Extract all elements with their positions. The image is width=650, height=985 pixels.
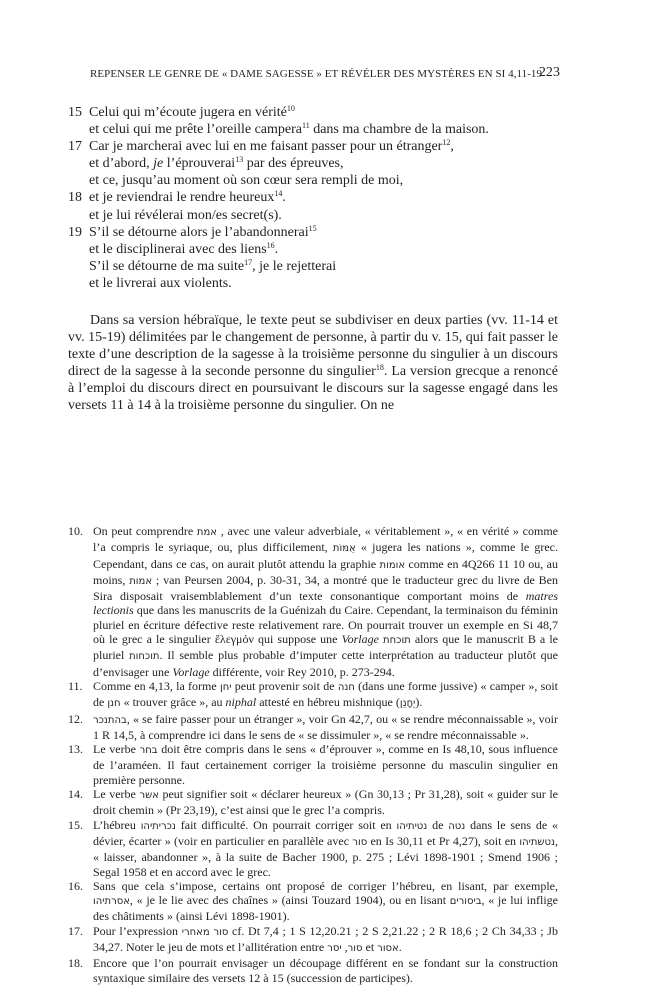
poem-line-text: et je lui révélerai mon/es secret(s).	[89, 207, 282, 223]
poem-line-text: Car je marcherai avec lui en me faisant passer pour un étranger$^{12}$,	[89, 138, 454, 155]
footnote-10: 10. On peut comprendre אמת , avec une valeur adverbiale, « véritablement », « en vérité » comme l’a compris le syriaque, ou, plus difficilement, אֻמּוֹת « jugera les nations », comme le grec. Cependant, dans ce cas, on aurait plutôt attendu la graphie אומות comme en 4Q266 11 10 ou, au moins, אמות ; van Peursen 2004, p. 30-31, 34, a montré que le traducteur grec du livre de Ben Sira disposait vraisemblablement d’un texte consonantique comportant moins de matres lectionis que dans les manuscrits de la Guénizah du Caire. Cependant, la terminaison du féminin pluriel en écriture défective reste relativement rare. On pourrait trouver un exemple en Si 48,7 où le grec a le singulier ἔλεγμόν qui suppose une Vorlage תוכחת alors que le manuscrit B a le pluriel תוכחות. Il semble plus probable d’imputer cette interprétation au traducteur plutôt que d’envisager une Vorlage différente, voir Rey 2010, p. 273-294.	[68, 524, 559, 679]
running-header	[90, 65, 560, 80]
footnote-ref[interactable]: 10	[286, 104, 295, 113]
footnote-13: 13. Le verbe בחר doit être compris dans le sens « d’éprouver », comme en Is 48,10, sous influence de l’araméen. Il faut certainement corriger la troisième personne du masculin singulier en première personne.	[68, 742, 558, 787]
footnote-ref[interactable]: 18	[375, 363, 384, 373]
footnote-number: 11.	[68, 678, 83, 693]
poem-line-text: et ce, jusqu’au moment où son cœur sera rempli de moi,	[89, 173, 404, 189]
footnote-18: 18. Encore que l’on pourrait envisager un découpage différent en se fondant sur la construction syntaxique similaire des versets 12 à 15 (succession de participes).	[68, 956, 558, 985]
poem-line	[68, 224, 568, 241]
poem-block	[68, 104, 568, 292]
footnote-ref[interactable]: 15	[308, 223, 317, 233]
footnote-ref[interactable]: 16	[266, 240, 275, 250]
footnote-ref[interactable]: 17	[244, 257, 253, 267]
footnote-number: 14.	[68, 787, 83, 802]
poem-line-text: S’il se détourne alors je l’abandonnerai$^{15}$	[89, 223, 317, 240]
footnote-15: 15. L’hébreu נכריתיהו fait difficulté. On pourrait corriger soit en נטיתיהו de נטה dans le sens de « dévier, écarter » (voir en particulier en parallèle avec סור en Is 30,11 et Pr 4,27), soit en נטשתיהו, « laisser, abandonner », à la suite de Bacher 1900, p. 275 ; Lévi 1898-1901 ; Smend 1906 ; Segal 1958 et en accord avec le grec.	[68, 817, 558, 879]
poem-line-text: et celui qui me prête l’oreille campera$^{11}$ dans ma chambre de la maison.	[89, 121, 489, 138]
footnote-number: 12.	[68, 711, 83, 726]
poem-line	[68, 104, 568, 121]
poem-line	[68, 275, 568, 292]
poem-line	[68, 138, 568, 155]
poem-line-text: Celui qui m’écoute jugera en vérité$^{10}$	[89, 104, 295, 120]
footnote-ref[interactable]: 13	[235, 155, 244, 165]
footnote-ref[interactable]: 11	[302, 121, 310, 131]
verse-number: 18	[68, 190, 82, 206]
footnote-17: 17. Pour l’expression סור מאחרי cf. Dt 7,4 ; 1 S 12,20.21 ; 2 S 2,21.22 ; 2 R 18,6 ; 2 Ch 34,33 ; Jb 34,27. Noter le jeu de mots et l’allitération entre סור, יסר et אסור.	[68, 923, 558, 955]
poem-line-text: et je reviendrai le rendre heureux$^{14}$.	[89, 189, 286, 206]
poem-line-text: et le livrerai aux violents.	[89, 275, 232, 291]
footnote-number: 18.	[68, 956, 83, 971]
footnote-number: 17.	[68, 923, 83, 938]
poem-line	[68, 155, 568, 172]
footnote-11: 11. Comme en 4,13, la forme יחן peut provenir soit de חנה (dans une forme jussive) « camper », soit de חנן « trouver grâce », au niphal attesté en hébreu mishnique (יֵחָנֵן).	[68, 678, 558, 710]
footnote-ref[interactable]: 14	[274, 189, 283, 199]
poem-line	[68, 189, 568, 206]
footnote-number: 15.	[68, 817, 83, 832]
footnote-number: 13.	[68, 742, 83, 757]
footnote-16: 16. Sans que cela s’impose, certains ont proposé de corriger l’hébreu, en lisant, par exemple, אסרתיהו, « je le lie avec des chaînes » (ainsi Touzard 1904), ou en lisant ביסורים, « je lui inflige des châtiments » (ainsi Lévi 1898-1901).	[68, 878, 558, 924]
footnote-14: 14. Le verbe אשר peut signifier soit « déclarer heureux » (Gn 30,13 ; Pr 31,28), soit « guider sur le droit chemin » (Pr 23,19), c’est ainsi que le grec l’a compris.	[68, 787, 558, 818]
poem-line-text: et le disciplinerai avec des liens$^{16}$.	[89, 240, 279, 257]
poem-line	[68, 207, 568, 224]
running-title: REPENSER LE GENRE DE « DAME SAGESSE » ET RÉVÉLER DES MYSTÈRES EN SI 4,11-19	[90, 68, 543, 80]
poem-line	[68, 172, 568, 189]
poem-line	[68, 241, 568, 258]
footnote-ref[interactable]: 12	[442, 138, 451, 148]
footnotes	[68, 524, 558, 985]
verse-number: 19	[68, 224, 82, 240]
poem-line	[68, 121, 568, 138]
footnote-number: 10.	[68, 524, 83, 538]
page-number: 223	[538, 65, 560, 80]
poem-line-text: et d’abord, je l’éprouverai$^{13}$ par des épreuves,	[89, 155, 344, 172]
poem-line	[68, 258, 568, 275]
verse-number: 15	[68, 105, 82, 120]
poem-line-text: S’il se détourne de ma suite$^{17}$, je le rejetterai	[89, 257, 337, 274]
body-paragraph: Dans sa version hébraïque, le texte peut se subdiviser en deux parties (vv. 11-14 et vv. 15-19) délimitées par le changement de personne, à partir du v. 15, qui fait passer le texte d’une description de la sagesse à la troisième personne du singulier à un discours direct de la sagesse à la seconde personne du singulier$^{18}$. La version grecque a renoncé à l’emploi du discours direct en poursuivant le discours sur la sagesse engagé dans les versets 11 à 14 à la troisième personne du singulier. On ne	[68, 313, 558, 414]
footnote-12: 12. בהתנכר, « se faire passer pour un étranger », voir Gn 42,7, ou « se rendre méconnaissable », voir 1 R 14,5, à comprendre ici dans le sens de « se dissimuler », « se rendre méconnaissable ».	[68, 711, 558, 742]
footnote-number: 16.	[68, 878, 83, 893]
verse-number: 17	[68, 139, 82, 155]
